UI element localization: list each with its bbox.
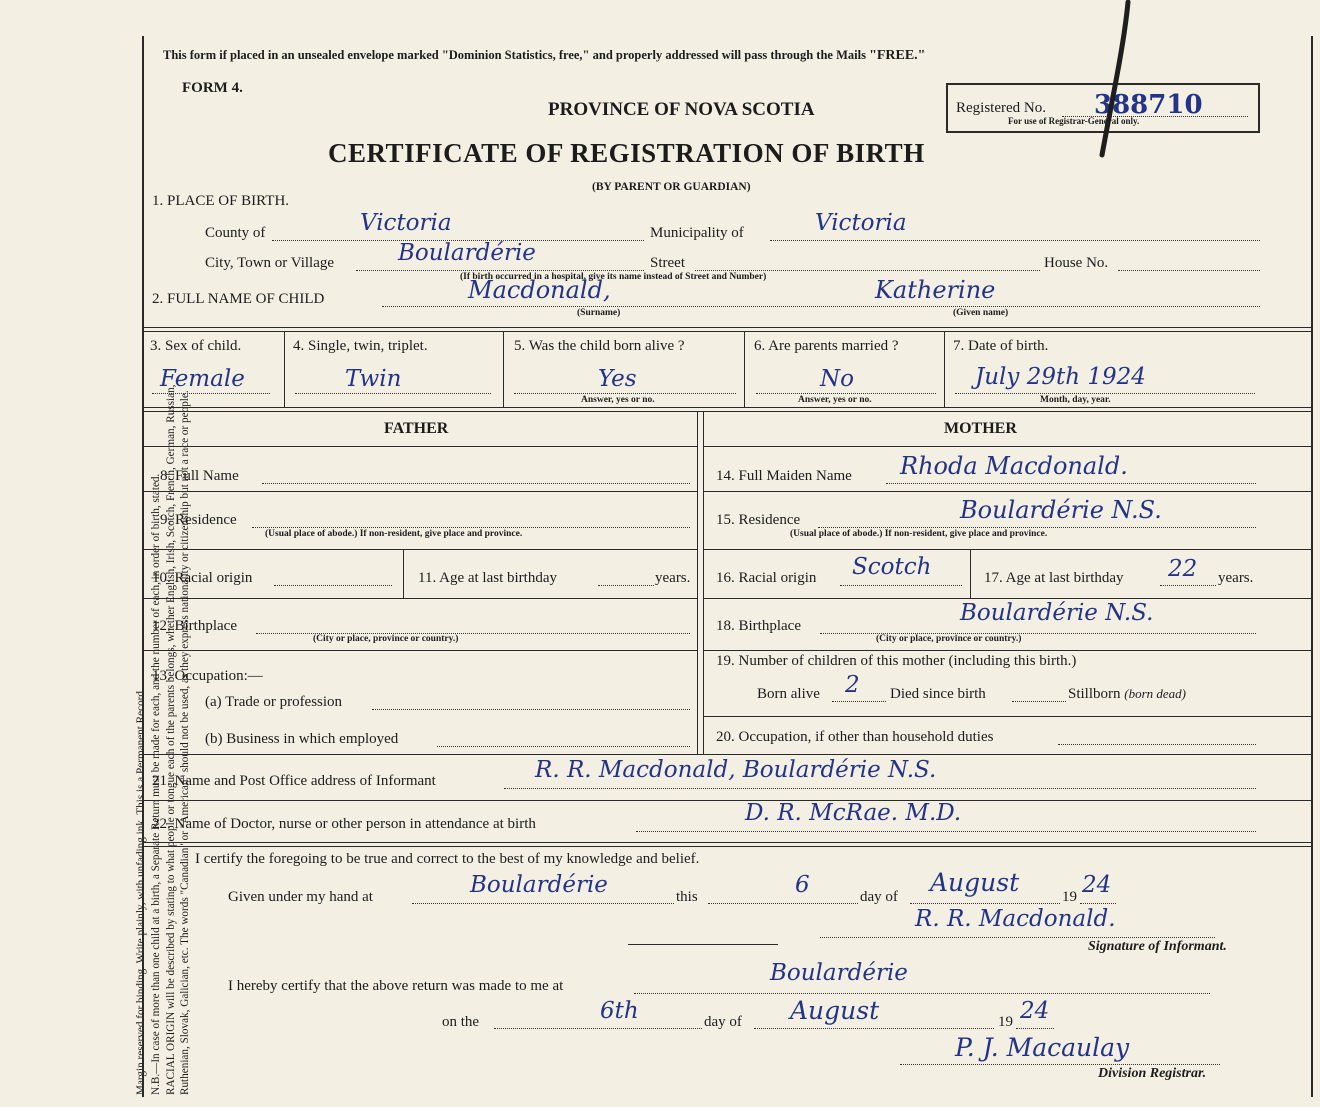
divider [703,411,704,754]
certificate-title: CERTIFICATE OF REGISTRATION OF BIRTH [328,138,925,168]
trade-label: (a) Trade or profession [205,694,343,710]
married-line [756,393,936,394]
died-since-birth-line [1012,701,1066,702]
registrar-place-line [634,993,1210,994]
informant-signature-line [820,937,1215,938]
born-alive-count-line [832,701,886,702]
born-alive-line [514,393,736,394]
reg-year-prefix: 19 [998,1014,1013,1030]
birthplace-note: (City or place, province or country.) [876,634,1022,644]
day-line [708,903,858,904]
born-alive-count-label: Born alive [757,686,820,702]
registrar-place-value: Boulardérie [770,960,908,986]
margin-note-line: N.B.—In case of more than one child at a birth, a Separate Return must be made for each, and the number of each, in order of birth, stated. [149,473,162,1095]
mother-racial-origin-value: Scotch [852,554,932,580]
divider [970,549,971,598]
father-years-label: years. [655,570,691,586]
birthplace-note: (City or place, province or country.) [313,634,459,644]
form-right-border [1311,36,1313,1097]
mother-heading: MOTHER [944,420,1017,437]
registrar-note: For use of Registrar-General only. [1008,116,1140,126]
father-age-label: 11. Age at last birthday [418,570,557,586]
doctor-value: D. R. McRae. M.D. [745,800,962,826]
mother-birthplace-value: Boulardérie N.S. [960,600,1154,626]
divider [703,446,1312,447]
sex-value: Female [160,366,245,392]
on-the-label: on the [442,1014,480,1030]
born-alive-count-value: 2 [845,672,860,698]
divider [703,491,1312,492]
mother-racial-origin-line [840,585,962,586]
mother-residence-label: 15. Residence [716,512,801,528]
business-line [437,746,690,747]
street-label: Street [650,255,685,271]
born-alive-label: 5. Was the child born alive ? [514,338,685,354]
died-since-birth-label: Died since birth [890,686,986,702]
given-place-line [412,903,674,904]
mother-name-line [886,483,1256,484]
mother-name-value: Rhoda Macdonald. [900,452,1128,480]
certify-statement: I certify the foregoing to be true and correct to the best of my knowledge and belief. [195,851,700,867]
child-name-line [382,306,1260,307]
divider [703,650,1312,651]
informant-value: R. R. Macdonald, Boulardérie N.S. [535,757,937,783]
divider [142,754,1312,755]
mother-name-label: 14. Full Maiden Name [716,468,852,484]
reg-day-line [494,1028,702,1029]
date-note: Month, day, year. [1040,395,1111,405]
sex-label: 3. Sex of child. [150,338,242,354]
signature-label: Signature of Informant. [1088,939,1227,954]
divider [142,331,1312,332]
county-value: Victoria [360,210,452,236]
municipality-label: Municipality of [650,225,744,241]
house-number-line [1118,270,1260,271]
mother-age-line [1160,585,1216,586]
this-label: this [676,889,698,905]
registrar-statement: I hereby certify that the above return was made to me at [228,978,564,994]
mother-residence-line [818,527,1256,528]
child-surname: Macdonald, [468,276,611,304]
multiple-birth-line [295,393,491,394]
divider [142,598,697,599]
child-given-name: Katherine [875,276,996,304]
registrar-signature-line [900,1064,1220,1065]
divider [142,407,1312,408]
informant-label: 21. Name and Post Office address of Informant [152,773,436,789]
mother-occupation-label: 20. Occupation, if other than household duties [716,729,994,745]
margin-note-line: Margin reserved for binding. Write plainly, with unfading ink. This is a Permanent Record. [135,688,147,1095]
county-label: County of [205,225,266,241]
reg-day-value: 6th [600,998,639,1024]
mother-years-label: years. [1218,570,1254,586]
province-heading: PROVINCE OF NOVA SCOTIA [548,99,815,120]
given-under-hand-label: Given under my hand at [228,889,373,905]
divider [697,411,698,754]
abode-note: (Usual place of abode.) If non-resident, give place and province. [265,529,523,539]
father-residence-label: 9. Residence [160,512,237,528]
house-number-label: House No. [1044,255,1109,271]
city-label: City, Town or Village [205,255,335,271]
hospital-note: (If birth occurred in a hospital, give its name instead of Street and Number) [460,272,767,282]
divider [142,446,697,447]
divider [142,800,1312,801]
married-value: No [820,366,854,392]
reg-month-line [754,1028,994,1029]
municipality-value: Victoria [815,210,907,236]
mother-occupation-line [1058,744,1256,745]
answer-note: Answer, yes or no. [798,395,872,405]
multiple-birth-label: 4. Single, twin, triplet. [293,338,428,354]
place-of-birth-heading: 1. PLACE OF BIRTH. [152,193,290,209]
year-line [1080,903,1116,904]
divider [142,491,697,492]
mother-birthplace-label: 18. Birthplace [716,618,801,634]
year-prefix: 19 [1062,889,1077,905]
mother-age-label: 17. Age at last birthday [984,570,1124,586]
street-line [695,270,1040,271]
father-residence-line [252,527,690,528]
divider [142,549,697,550]
mother-age-value: 22 [1168,556,1198,582]
business-label: (b) Business in which employed [205,731,399,747]
father-racial-origin-line [274,585,392,586]
date-of-birth-line [955,393,1255,394]
municipality-line [770,240,1260,241]
registered-label: Registered No. [956,100,1046,116]
reg-year-value: 24 [1020,998,1050,1024]
month-line [910,903,1060,904]
registered-number: 388710 [1094,90,1203,120]
mail-note: This form if placed in an unsealed envelope marked "Dominion Statistics, free," and properly addressed will pass through the Mails "FREE." [163,48,926,63]
father-name-line [262,483,690,484]
trade-line [372,709,690,710]
answer-note: Answer, yes or no. [581,395,655,405]
certificate-subtitle: (BY PARENT OR GUARDIAN) [592,181,751,193]
year-value: 24 [1082,872,1112,898]
divider [703,598,1312,599]
margin-note-line: RACIAL ORIGIN will be described by stating to what people or tongue each of the parents belongs, whether English, Irish, Scotch, French, German, Russian, [164,384,177,1095]
divider [284,331,285,407]
month-value: August [930,868,1020,897]
surname-label: (Surname) [577,308,621,318]
day-of-label: day of [860,889,898,905]
given-name-label: (Given name) [953,308,1009,318]
multiple-birth-value: Twin [345,366,402,392]
given-place-value: Boulardérie [470,872,608,898]
stillborn-label: Stillborn (born dead) [1068,686,1187,702]
city-line [356,270,644,271]
divider [628,944,778,945]
father-heading: FATHER [384,420,449,437]
division-registrar-label: Division Registrar. [1098,1066,1207,1081]
informant-line [504,788,1256,789]
reg-day-of-label: day of [704,1014,742,1030]
divider [142,327,1312,328]
day-value: 6 [795,872,810,898]
father-birthplace-label: 12. Birthplace [152,618,237,634]
father-racial-origin-label: 10. Racial origin [152,570,253,586]
divider [744,331,745,407]
margin-note-line: Ruthenian, Slovak, Galician, etc. The words "Canadian" or "American" should not be used, as they express nationality or citizenship but not a race or people. [179,390,192,1095]
born-alive-value: Yes [598,366,637,392]
divider [944,331,945,407]
form-number: FORM 4. [182,80,243,96]
father-age-line [598,585,654,586]
registrar-pen-stroke-icon [1090,0,1140,160]
divider [503,331,504,407]
registrar-signature: P. J. Macaulay [955,1033,1130,1062]
divider [703,549,1312,550]
father-name-label: 8. Full Name [160,468,239,484]
abode-note: (Usual place of abode.) If non-resident, give place and province. [790,529,1048,539]
divider [142,846,1312,847]
divider [142,411,1312,412]
city-value: Boulardérie [398,240,536,266]
divider [142,842,1312,843]
divider [403,549,404,598]
informant-signature: R. R. Macdonald. [915,906,1116,932]
divider [703,716,1312,717]
date-of-birth-label: 7. Date of birth. [953,338,1049,354]
doctor-label: 22. Name of Doctor, nurse or other person in attendance at birth [152,816,536,832]
sex-line [152,393,270,394]
reg-month-value: August [790,996,880,1025]
mother-residence-value: Boulardérie N.S. [960,496,1162,524]
doctor-line [636,831,1256,832]
form-left-border [142,36,144,1097]
father-occupation-label: 13. Occupation:— [152,668,263,684]
reg-year-line [1016,1028,1054,1029]
date-of-birth-value: July 29th 1924 [975,364,1146,390]
divider [142,650,697,651]
child-name-label: 2. FULL NAME OF CHILD [152,291,325,307]
mother-racial-origin-label: 16. Racial origin [716,570,817,586]
children-count-label: 19. Number of children of this mother (including this birth.) [716,653,1077,669]
married-label: 6. Are parents married ? [754,338,899,354]
